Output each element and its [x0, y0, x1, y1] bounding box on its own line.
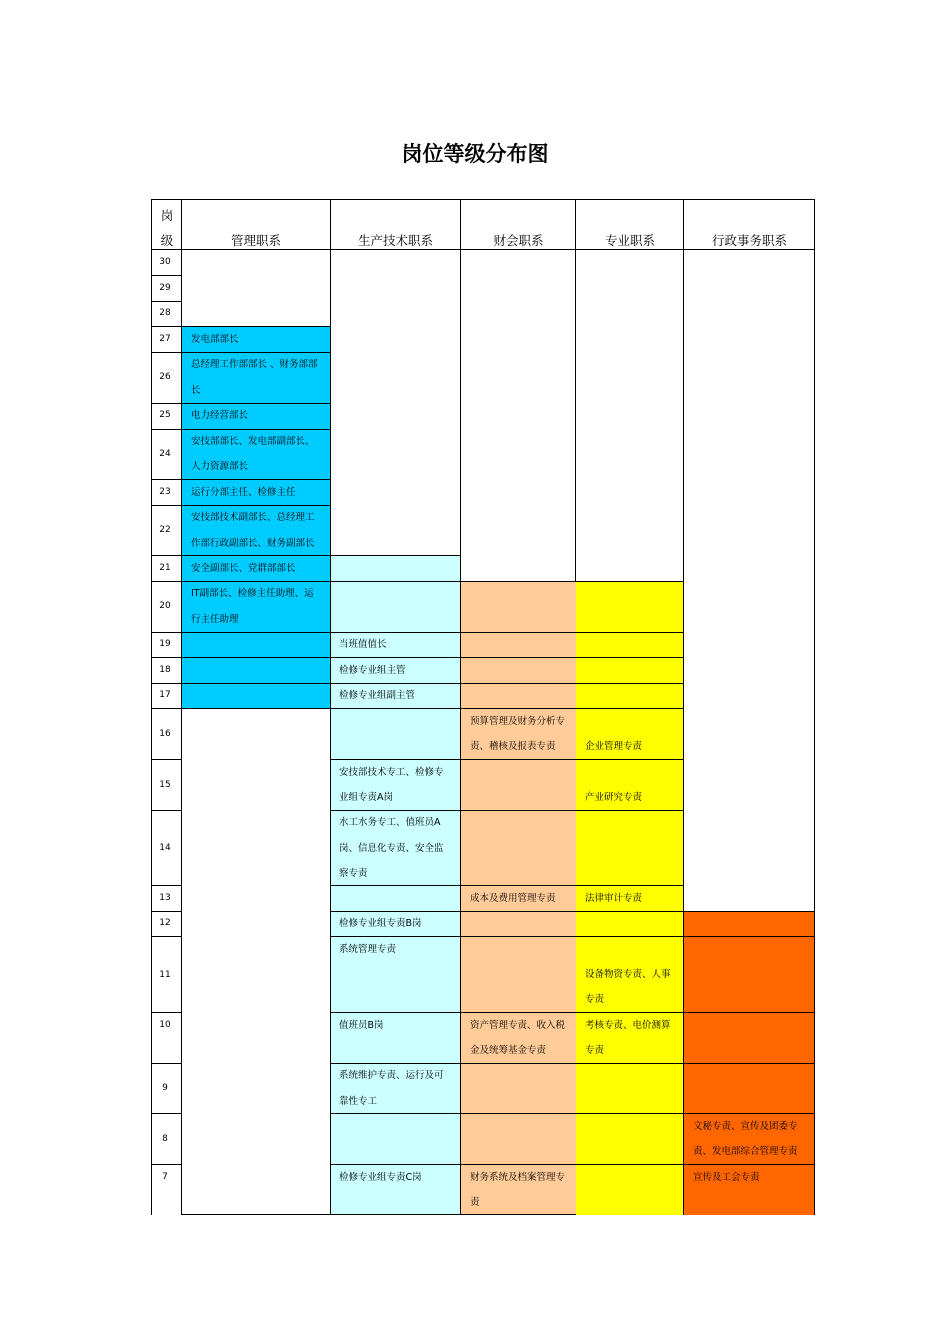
- table-border: [151, 429, 331, 430]
- table-border: [330, 1164, 815, 1165]
- production-cell: 检修专业组专责B岗: [339, 918, 422, 929]
- production-cell: 检修专业组副主管: [339, 690, 416, 701]
- table-border: [330, 936, 815, 937]
- header-finance: 财会职系: [493, 233, 544, 248]
- level-label: 15: [159, 780, 171, 790]
- management-cell: 发电部部长: [191, 334, 239, 345]
- production-cell: 靠性专工: [339, 1096, 378, 1107]
- management-cell: 人力资源部长: [191, 461, 249, 472]
- management-cell: 安技部部长、发电部副部长、: [191, 436, 315, 447]
- table-border: [151, 326, 331, 327]
- header-professional: 专业职系: [604, 233, 655, 248]
- table-border: [151, 352, 331, 353]
- table-border: [330, 1063, 815, 1064]
- level-label: 14: [159, 843, 171, 853]
- level-label: 27: [159, 334, 171, 344]
- level-label: 25: [159, 410, 171, 420]
- header-management: 管理职系: [230, 233, 281, 248]
- table-border: [151, 199, 815, 200]
- production-cell: 安技部技术专工、检修专: [339, 767, 444, 778]
- production-cell: 岗、信息化专责、安全监: [339, 843, 444, 854]
- production-cell: 检修专业组主管: [339, 665, 406, 676]
- professional-cell: 考核专责、电价测算: [585, 1020, 671, 1031]
- production-cell: 业组专责A岗: [339, 792, 393, 803]
- management-cell: 电力经营部长: [191, 410, 249, 421]
- finance-cell: 预算管理及财务分析专: [470, 716, 566, 727]
- level-label: 9: [162, 1083, 168, 1093]
- table-border: [151, 911, 182, 912]
- table-border: [151, 505, 331, 506]
- finance-cell: 责、稽核及报表专责: [470, 741, 556, 752]
- header-production: 生产技术职系: [357, 233, 433, 248]
- level-label: 12: [159, 918, 171, 928]
- level-label: 26: [159, 372, 171, 382]
- professional-cell: 专责: [585, 1045, 605, 1056]
- management-cell: 作部行政副部长、财务副部长: [191, 538, 315, 549]
- finance-cell: 财务系统及档案管理专: [470, 1172, 566, 1183]
- table-border: [575, 199, 576, 582]
- production-cell: 值班员B岗: [339, 1020, 384, 1031]
- production-cell: 察专责: [339, 868, 368, 879]
- level-label: 16: [159, 729, 171, 739]
- level-label: 21: [159, 563, 171, 573]
- level-label: 22: [159, 525, 171, 535]
- table-border: [151, 581, 684, 582]
- level-label: 17: [159, 690, 171, 700]
- table-border: [151, 885, 182, 886]
- professional-cell: 法律审计专责: [585, 893, 643, 904]
- administrative-cell: 文秘专责、宣传及团委专: [693, 1121, 798, 1132]
- level-label: 7: [162, 1172, 168, 1182]
- professional-cell: 专责: [585, 994, 605, 1005]
- table-border: [151, 301, 182, 302]
- header-level-bottom: 级: [160, 233, 174, 248]
- level-label: 11: [159, 970, 171, 980]
- table-border: [151, 632, 684, 633]
- production-cell: 当班值值长: [339, 639, 387, 650]
- table-border: [151, 708, 684, 709]
- level-label: 18: [159, 665, 171, 675]
- level-label: 28: [159, 308, 171, 318]
- table-border: [151, 936, 182, 937]
- management-cell: 行主任助理: [191, 614, 239, 625]
- header-administrative: 行政事务职系: [711, 233, 787, 248]
- management-cell: 安全副部长、党群部部长: [191, 563, 296, 574]
- production-cell: 水工水务专工、值班员A: [339, 817, 441, 828]
- table-border: [151, 275, 182, 276]
- administrative-cell: 宣传及工会专责: [693, 1172, 760, 1183]
- table-border: [330, 1113, 815, 1114]
- production-cell: 检修专业组专责C岗: [339, 1172, 422, 1183]
- page-title: 岗位等级分布图: [401, 141, 549, 166]
- header-level-top: 岗: [160, 208, 174, 223]
- level-label: 8: [162, 1134, 168, 1144]
- table-border: [151, 249, 815, 250]
- professional-cell: 企业管理专责: [585, 741, 643, 752]
- table-border: [151, 1063, 182, 1064]
- management-cell: 总经理工作部部长 、财务部部: [191, 359, 318, 370]
- table-border: [151, 759, 182, 760]
- table-border: [151, 810, 182, 811]
- table-border: [330, 885, 684, 886]
- finance-cell: 成本及费用管理专责: [470, 893, 556, 904]
- level-label: 19: [159, 639, 171, 649]
- finance-cell: 金及统筹基金专责: [470, 1045, 547, 1056]
- table-border: [151, 1012, 182, 1013]
- administrative-cell: 责、发电部综合管理专责: [693, 1146, 798, 1157]
- level-label: 29: [159, 283, 171, 293]
- production-cell: 系统维护专责、运行及可: [339, 1070, 444, 1081]
- level-label: 13: [159, 893, 171, 903]
- level-label: 20: [159, 601, 171, 611]
- table-border: [330, 759, 684, 760]
- management-cell: IT副部长、检修主任助理、运: [191, 588, 314, 599]
- table-border: [151, 479, 331, 480]
- level-label: 23: [159, 487, 171, 497]
- table-border: [151, 1113, 182, 1114]
- table-border: [151, 657, 684, 658]
- finance-cell: 责: [470, 1197, 480, 1208]
- table-border: [151, 403, 331, 404]
- table-border: [330, 911, 815, 912]
- management-cell: 安技部技术副部长、总经理工: [191, 512, 315, 523]
- level-label: 10: [159, 1020, 171, 1030]
- table-border: [151, 555, 461, 556]
- management-cell: 运行分部主任、检修主任: [191, 487, 296, 498]
- production-cell: 系统管理专责: [339, 944, 397, 955]
- table-border: [151, 1164, 182, 1165]
- table-border: [330, 1012, 815, 1013]
- level-label: 30: [159, 257, 171, 267]
- level-label: 24: [159, 449, 171, 459]
- table-border: [182, 1214, 576, 1215]
- management-cell: 长: [191, 385, 201, 396]
- professional-cell: 产业研究专责: [585, 792, 643, 803]
- finance-cell: 资产管理专责、收入税: [470, 1020, 566, 1031]
- table-border: [330, 810, 684, 811]
- table-border: [151, 683, 684, 684]
- professional-cell: 设备物资专责、人事: [585, 969, 671, 980]
